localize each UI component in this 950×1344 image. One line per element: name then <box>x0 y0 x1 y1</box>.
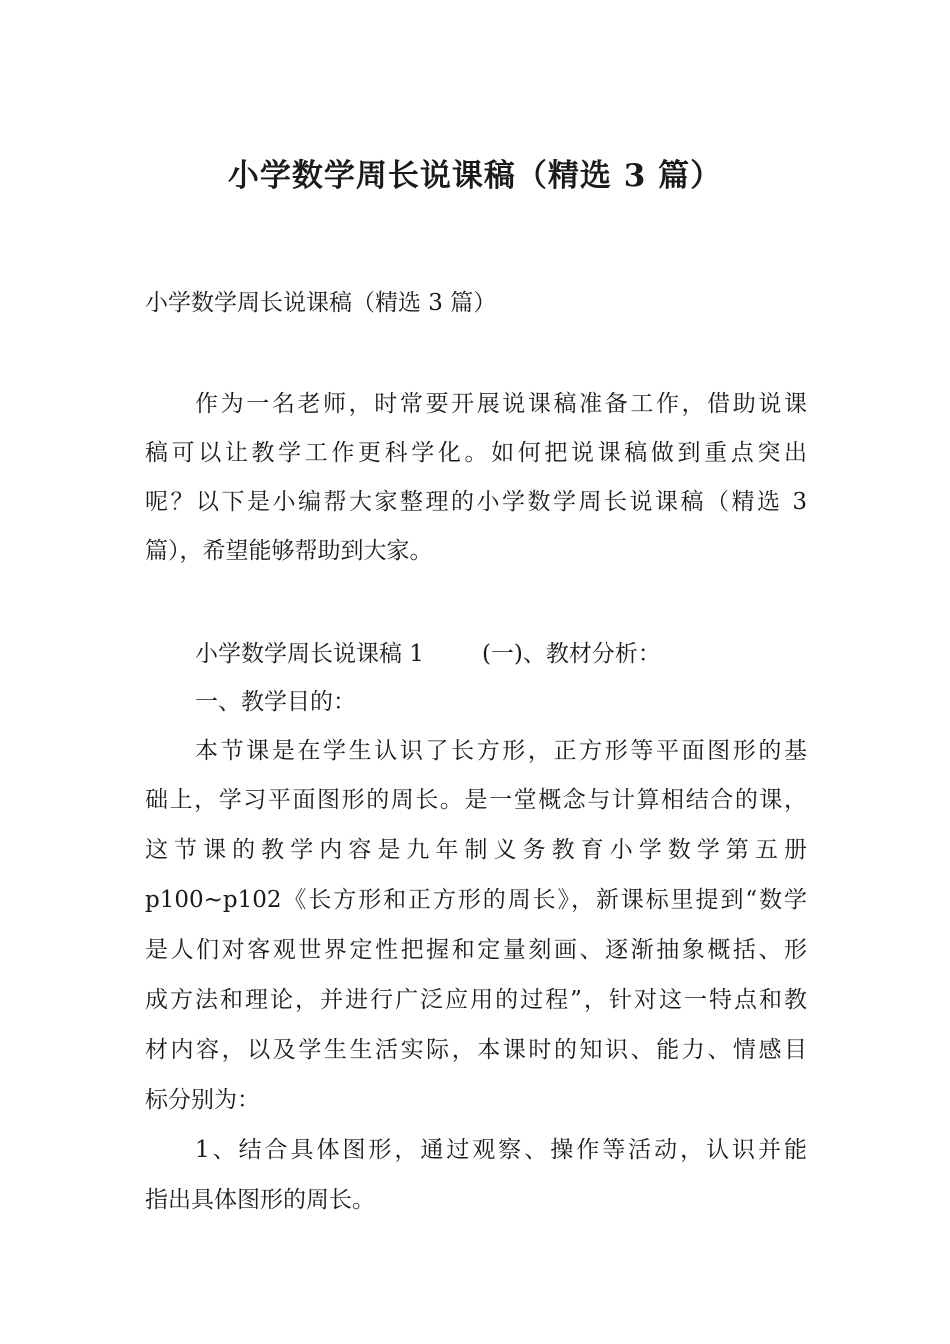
body-line-6: 成方法和理论，并进行广泛应用的过程”，针对这一特点和教 <box>145 987 807 1013</box>
body-line-7: 材内容，以及学生生活实际，本课时的知识、能力、情感目 <box>145 1037 807 1063</box>
intro-line-1: 作为一名老师，时常要开展说课稿准备工作，借助说课 <box>195 391 807 417</box>
section-heading-left: 小学数学周长说课稿 1 <box>195 641 424 667</box>
item1-line-1: 1、结合具体图形，通过观察、操作等活动，认识并能 <box>195 1137 807 1163</box>
body-line-1: 本节课是在学生认识了长方形，正方形等平面图形的基 <box>195 738 807 764</box>
body-line-8: 标分别为： <box>145 1087 260 1113</box>
body-line-4: p100~p102《长方形和正方形的周长》，新课标里提到“数学 <box>145 887 807 913</box>
section-heading-right: (一)、教材分析： <box>481 641 661 667</box>
document-title: 小学数学周长说课稿（精选 3 篇） <box>227 158 723 194</box>
intro-line-4: 篇），希望能够帮助到大家。 <box>145 538 433 564</box>
section-heading <box>195 639 807 669</box>
body-line-3: 这节课的教学内容是九年制义务教育小学数学第五册 <box>145 837 807 863</box>
intro-line-2: 稿可以让教学工作更科学化。如何把说课稿做到重点突出 <box>145 440 807 466</box>
body-line-5: 是人们对客观世界定性把握和定量刻画、逐渐抽象概括、形 <box>145 937 807 963</box>
subheading: 一、教学目的： <box>195 689 356 715</box>
document-subtitle: 小学数学周长说课稿（精选 3 篇） <box>145 290 497 316</box>
body-line-2: 础上，学习平面图形的周长。是一堂概念与计算相结合的课， <box>145 787 807 813</box>
item1-line-2: 指出具体图形的周长。 <box>145 1187 375 1213</box>
intro-line-3: 呢？以下是小编帮大家整理的小学数学周长说课稿（精选 3 <box>145 489 807 515</box>
